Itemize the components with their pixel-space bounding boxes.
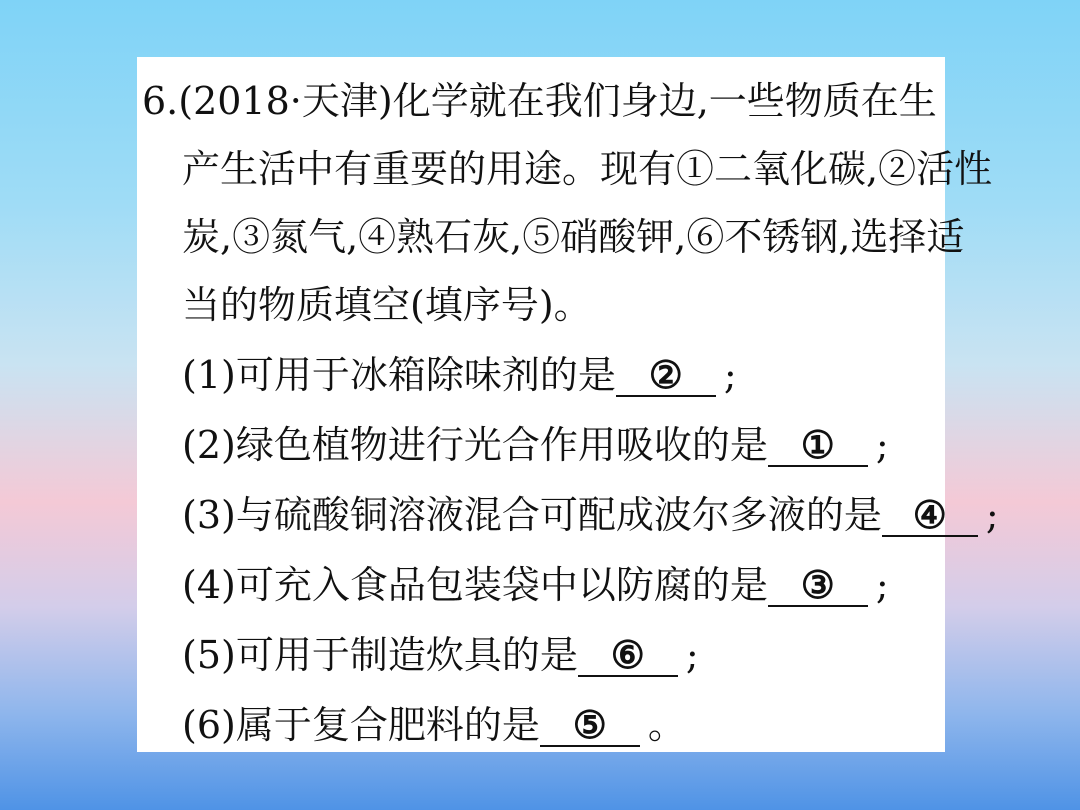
sub-question-6 [182, 703, 686, 747]
question-stem-line-1: 6.(2018·天津)化学就在我们身边,一些物质在生 [142, 79, 937, 123]
answer-blank: ① [768, 423, 868, 467]
question-stem-line-2: 产生活中有重要的用途。现有①二氧化碳,②活性 [182, 147, 993, 191]
answer-blank: ② [616, 353, 716, 397]
sub-question-end: ; [875, 423, 889, 467]
sub-question-end: ; [875, 563, 889, 607]
sub-question-3 [182, 493, 999, 537]
sub-question-prompt: (1)可用于冰箱除味剂的是 [182, 353, 616, 397]
answer-blank: ⑥ [578, 633, 678, 677]
sub-question-prompt: (3)与硫酸铜溶液混合可配成波尔多液的是 [182, 493, 882, 537]
answer-blank: ③ [768, 563, 868, 607]
sub-question-2 [182, 423, 889, 467]
question-stem-line-3: 炭,③氮气,④熟石灰,⑤硝酸钾,⑥不锈钢,选择适 [182, 215, 965, 259]
sub-question-prompt: (5)可用于制造炊具的是 [182, 633, 578, 677]
sub-question-end: ; [723, 353, 737, 397]
sub-question-prompt: (6)属于复合肥料的是 [182, 703, 540, 747]
sub-question-prompt: (2)绿色植物进行光合作用吸收的是 [182, 423, 768, 467]
answer-blank: ④ [882, 493, 978, 537]
sub-question-end: 。 [647, 703, 686, 747]
sub-question-end: ; [985, 493, 999, 537]
sub-question-1 [182, 353, 737, 397]
sub-question-prompt: (4)可充入食品包装袋中以防腐的是 [182, 563, 768, 607]
sub-question-5 [182, 633, 699, 677]
question-stem-line-4: 当的物质填空(填序号)。 [182, 283, 592, 327]
answer-blank: ⑤ [540, 703, 640, 747]
sub-question-end: ; [685, 633, 699, 677]
sub-question-4 [182, 563, 889, 607]
question-card [137, 57, 999, 752]
